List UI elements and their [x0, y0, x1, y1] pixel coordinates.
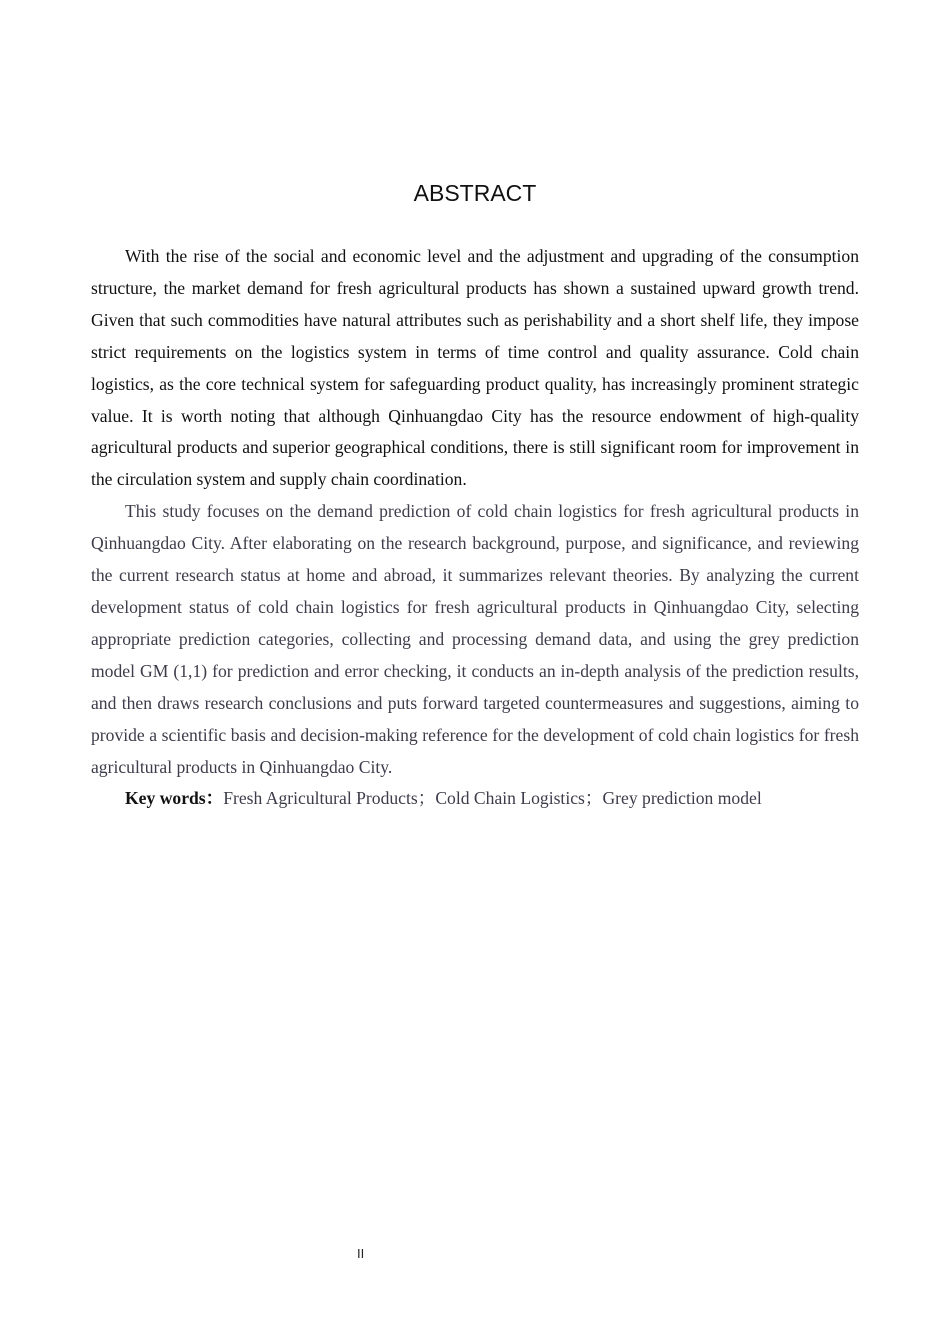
keywords-text: Fresh Agricultural Products；Cold Chain Logistics；Grey prediction model	[223, 788, 762, 809]
page-number: II	[357, 1246, 365, 1261]
keywords-label: Key words：	[125, 788, 224, 809]
abstract-title: ABSTRACT	[413, 180, 537, 206]
keywords-line	[91, 783, 859, 815]
abstract-paragraph-1: With the rise of the social and economic level and the adjustment and upgrading of the consumption structure, the market demand for fresh agricultural products has shown a sustained upward growth trend. Given that such commodities have natural attributes such as perishability and a short shelf life, they impose strict requirements on the logistics system in terms of time control and quality assurance. Cold chain logistics, as the core technical system for safeguarding product quality, has increasingly prominent strategic value. It is worth noting that although Qinhuangdao City has the resource endowment of high-quality agricultural products and superior geographical conditions, there is still significant room for improvement in the circulation system and supply chain coordination.	[91, 246, 859, 490]
abstract-paragraph-2: This study focuses on the demand prediction of cold chain logistics for fresh agricultural products in Qinhuangdao City. After elaborating on the research background, purpose, and significance, and reviewing the current research status at home and abroad, it summarizes relevant theories. By analyzing the current development status of cold chain logistics for fresh agricultural products in Qinhuangdao City, selecting appropriate prediction categories, collecting and processing demand data, and using the grey prediction model GM (1,1) for prediction and error checking, it conducts an in-depth analysis of the prediction results, and then draws research conclusions and puts forward targeted countermeasures and suggestions, aiming to provide a scientific basis and decision-making reference for the development of cold chain logistics for fresh agricultural products in Qinhuangdao City.	[91, 501, 859, 777]
abstract-body	[91, 241, 859, 815]
